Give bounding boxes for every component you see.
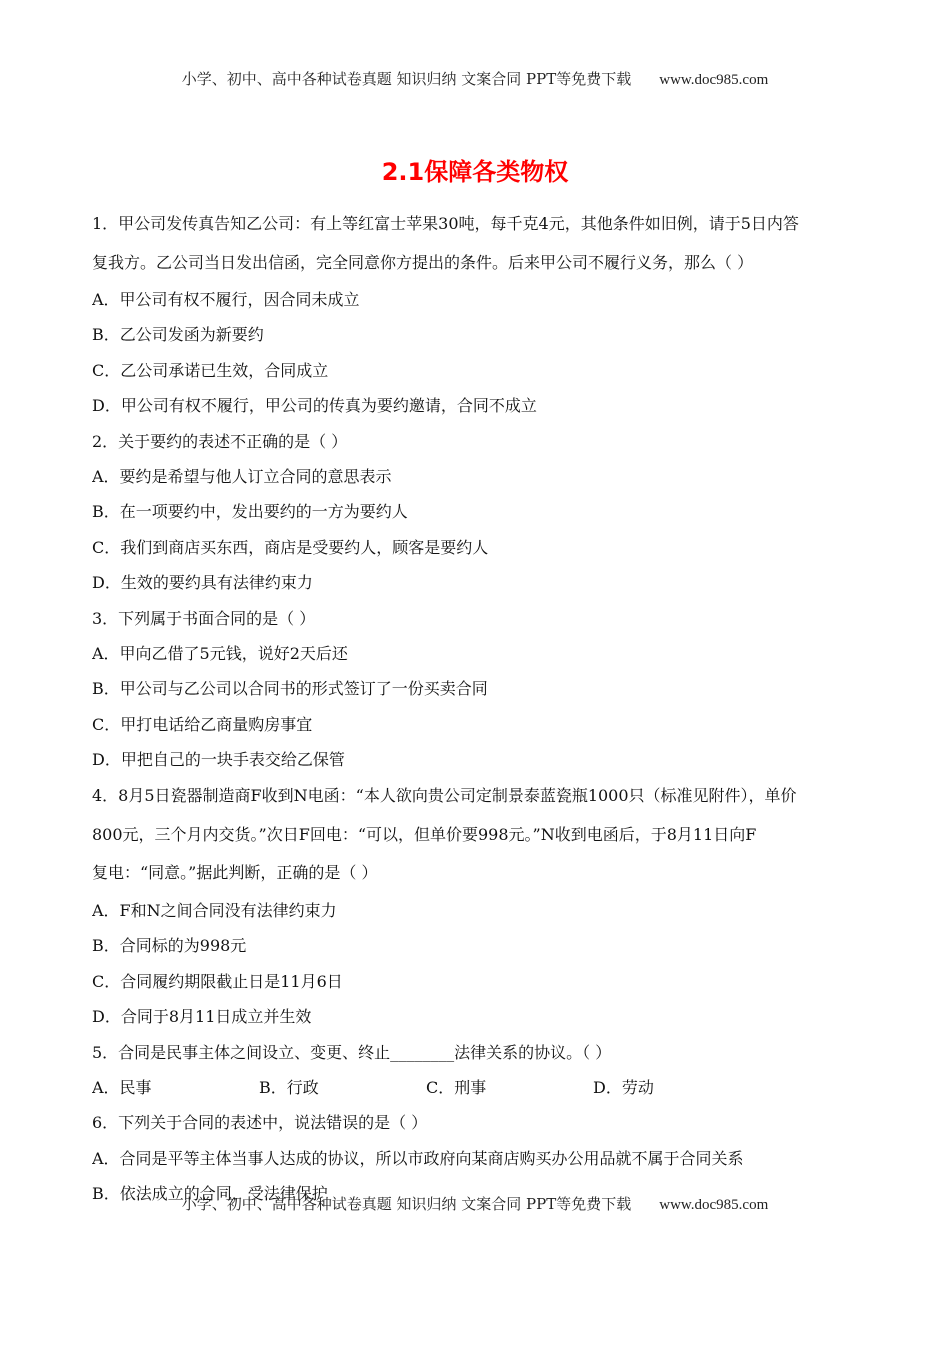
question-4-option-d: D．合同于8月11日成立并生效 [92, 1007, 312, 1027]
question-3-stem: 3．下列属于书面合同的是（ ） [92, 608, 316, 628]
question-4-stem-line-2: 800元，三个月内交货。”次日F回电：“可以，但单价要998元。”N收到电函后，于8月11日向F [92, 824, 757, 844]
question-6-stem: 6．下列关于合同的表述中，说法错误的是（ ） [92, 1113, 428, 1133]
header-url[interactable]: www.doc985.com [659, 72, 769, 88]
question-5-option-b: B．行政 [259, 1077, 319, 1097]
question-4-option-c: C．合同履约期限截止日是11月6日 [92, 971, 343, 991]
question-4-option-a: A．F和N之间合同没有法律约束力 [92, 900, 337, 920]
page-header [0, 68, 950, 89]
question-3-option-a: A．甲向乙借了5元钱，说好2天后还 [92, 643, 348, 663]
page-footer [0, 1193, 950, 1214]
question-5-option-c: C．刑事 [426, 1077, 487, 1097]
question-1-option-b: B．乙公司发函为新要约 [92, 325, 264, 345]
question-5-option-a: A．民事 [92, 1077, 152, 1097]
question-3-option-b: B．甲公司与乙公司以合同书的形式签订了一份买卖合同 [92, 679, 488, 699]
question-6-option-a: A．合同是平等主体当事人达成的协议，所以市政府向某商店购买办公用品就不属于合同关系 [92, 1148, 744, 1168]
footer-text: 小学、初中、高中各种试卷真题 知识归纳 文案合同 PPT等免费下载 [181, 1195, 632, 1213]
question-5-option-d: D．劳动 [593, 1077, 654, 1097]
question-5-stem: 5．合同是民事主体之间设立、变更、终止________法律关系的协议。（ ） [92, 1042, 612, 1062]
question-2-stem: 2．关于要约的表述不正确的是（ ） [92, 431, 348, 451]
footer-url[interactable]: www.doc985.com [659, 1197, 769, 1213]
question-1-stem-line-2: 复我方。乙公司当日发出信函，完全同意你方提出的条件。后来甲公司不履行义务，那么（ ） [92, 252, 754, 272]
question-4-stem-line-1: 4．8月5日瓷器制造商F收到N电函：“本人欲向贵公司定制景泰蓝瓷瓶1000只（标准见附件），单价 [92, 786, 797, 806]
question-4 [92, 777, 862, 1034]
question-4-option-b: B．合同标的为998元 [92, 936, 247, 956]
question-2-option-a: A．要约是希望与他人订立合同的意思表示 [92, 466, 392, 486]
question-2-option-d: D．生效的要约具有法律约束力 [92, 573, 313, 593]
question-3-option-c: C．甲打电话给乙商量购房事宜 [92, 714, 313, 734]
question-1-option-d: D．甲公司有权不履行，甲公司的传真为要约邀请，合同不成立 [92, 396, 537, 416]
question-1-stem-line-1: 1．甲公司发传真告知乙公司：有上等红富士苹果30吨，每千克4元，其他条件如旧例，请于5日内答 [92, 214, 799, 233]
question-2 [92, 424, 862, 601]
question-4-stem-line-3: 复电：“同意。”据此判断，正确的是（ ） [92, 863, 378, 883]
question-1 [92, 205, 862, 424]
question-5 [92, 1035, 862, 1106]
question-5-options [92, 1070, 862, 1105]
question-6-option-b: B．依法成立的合同，受法律保护 [92, 1184, 328, 1204]
question-3-option-d: D．甲把自己的一块手表交给乙保管 [92, 750, 345, 770]
question-2-option-c: C．我们到商店买东西，商店是受要约人，顾客是要约人 [92, 537, 489, 557]
question-2-option-b: B．在一项要约中，发出要约的一方为要约人 [92, 502, 408, 522]
question-3 [92, 601, 862, 778]
question-list [92, 205, 862, 1211]
question-1-option-a: A．甲公司有权不履行，因合同未成立 [92, 290, 360, 309]
header-text: 小学、初中、高中各种试卷真题 知识归纳 文案合同 PPT等免费下载 [181, 70, 632, 88]
question-1-option-c: C．乙公司承诺已生效，合同成立 [92, 360, 329, 380]
document-title: 2.1保障各类物权 [381, 158, 569, 186]
